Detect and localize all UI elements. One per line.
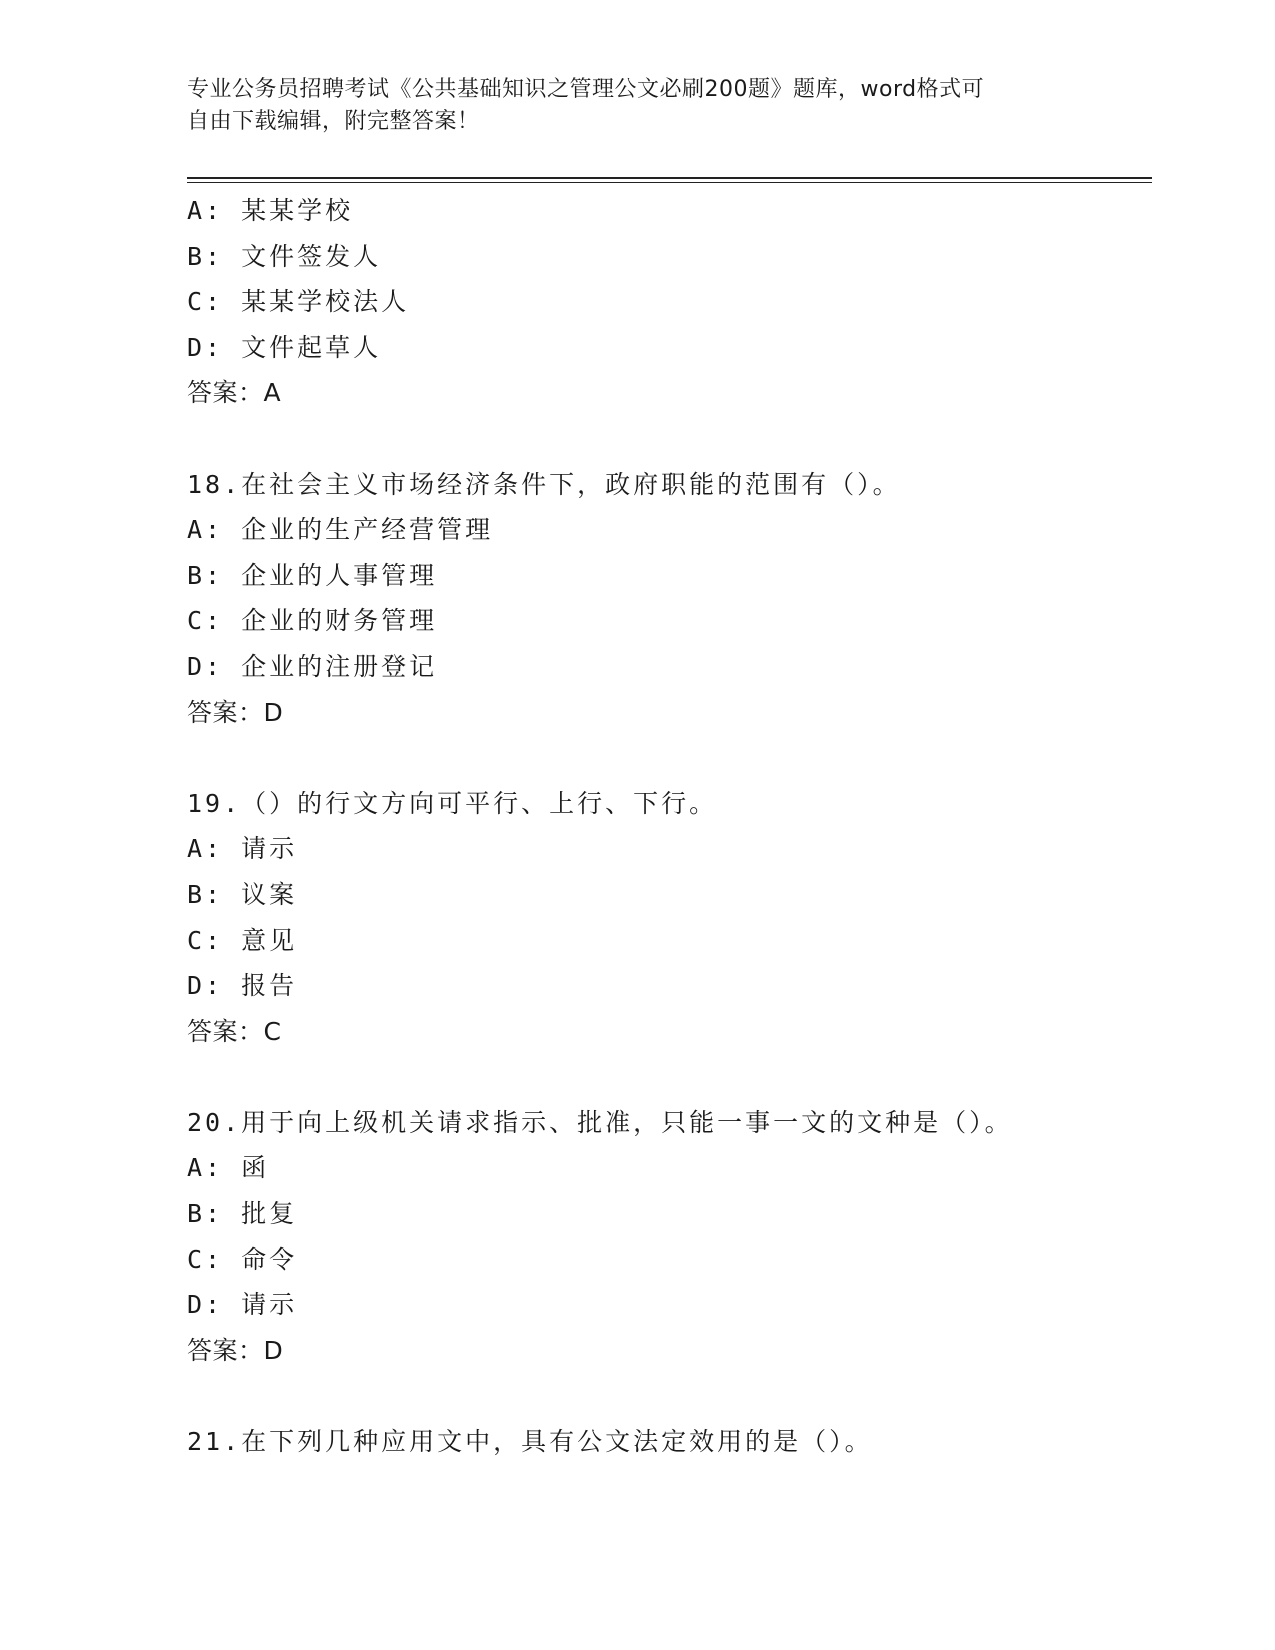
option-a: A: 函 (187, 1153, 270, 1183)
spacer (187, 735, 1152, 781)
option-c: C: 命令 (187, 1244, 298, 1274)
header-line-1: 专业公务员招聘考试《公共基础知识之管理公文必刷200题》题库，word格式可 (187, 77, 985, 102)
option-d: D: 报告 (187, 971, 298, 1001)
option-d: D: 请示 (187, 1290, 298, 1320)
spacer (187, 416, 1152, 462)
option-a: A: 某某学校 (187, 196, 354, 225)
option-c: C: 意见 (187, 925, 298, 955)
option-b: B: 企业的人事管理 (187, 560, 438, 590)
option-b: B: 文件签发人 (187, 241, 382, 271)
question-text: 20.用于向上级机关请求指示、批准，只能一事一文的文种是（）。 (187, 1107, 1013, 1137)
question-text: 21.在下列几种应用文中，具有公文法定效用的是（）。 (187, 1427, 873, 1457)
option-c: C: 企业的财务管理 (187, 606, 438, 636)
document-header (187, 74, 1087, 138)
answer-text: 答案：C (187, 1016, 282, 1046)
option-d: D: 企业的注册登记 (187, 651, 438, 681)
option-b: B: 议案 (187, 879, 298, 909)
option-a: A: 请示 (187, 834, 298, 864)
header-divider-thin (187, 182, 1152, 183)
answer-text: 答案：D (187, 697, 284, 727)
spacer (187, 1373, 1152, 1419)
header-line-2: 自由下载编辑，附完整答案！ (187, 109, 480, 134)
option-b: B: 批复 (187, 1199, 298, 1229)
question-text: 19.（）的行文方向可平行、上行、下行。 (187, 788, 718, 818)
option-a: A: 企业的生产经营管理 (187, 515, 494, 545)
answer-text: 答案：A (187, 378, 282, 408)
option-d: D: 文件起草人 (187, 332, 382, 362)
header-divider-thick (187, 177, 1152, 179)
option-c: C: 某某学校法人 (187, 287, 410, 317)
question-list (187, 188, 1152, 1465)
question-text: 18.在社会主义市场经济条件下，政府职能的范围有（）。 (187, 469, 901, 499)
spacer (187, 1054, 1152, 1100)
answer-text: 答案：D (187, 1335, 284, 1365)
